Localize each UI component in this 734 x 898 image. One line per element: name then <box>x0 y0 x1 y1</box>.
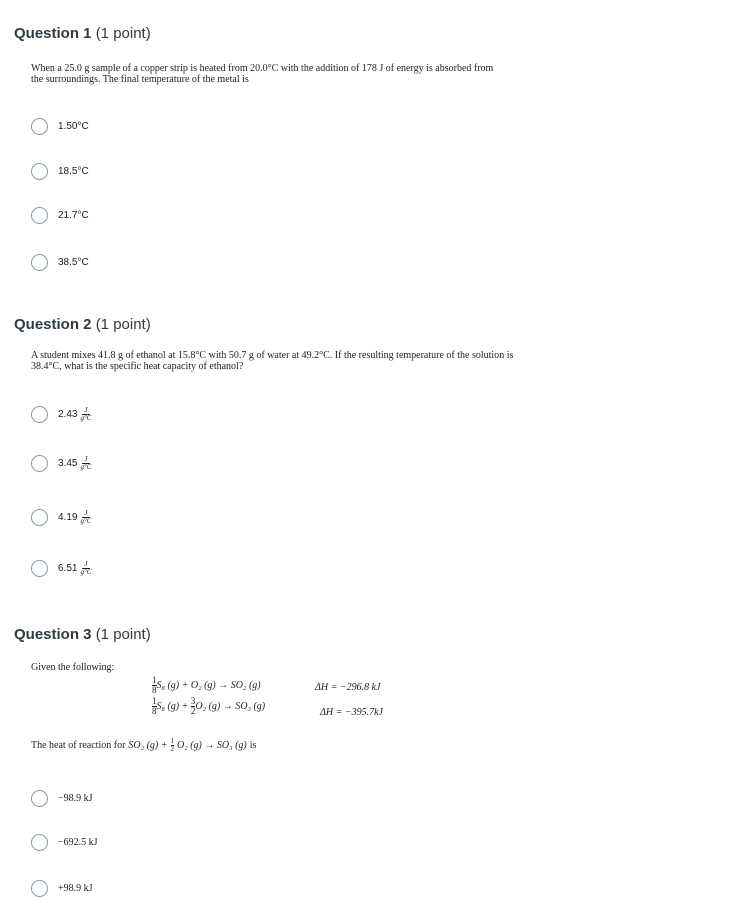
option-label: 3.45 <box>58 457 78 469</box>
radio-button[interactable] <box>31 790 48 807</box>
radio-button[interactable] <box>31 163 48 180</box>
option-label: 18.5°C <box>58 165 89 177</box>
unit: $\frac{J}{g^\circ C}$ <box>80 559 92 576</box>
radio-button[interactable] <box>31 560 48 577</box>
option-label: 2.43 <box>58 408 78 420</box>
option[interactable] <box>31 558 91 578</box>
option-label: 6.51 <box>58 562 78 574</box>
equation-2: $\frac{1}{8}$ S₈ (g) + $\frac{3}{2}$ O₂ (g) → SO₃ (g) <box>152 696 266 716</box>
equation-1: $\frac{1}{8}$ S₈ (g) + O₂ (g) → SO₂ (g) <box>152 675 261 695</box>
radio-button[interactable] <box>31 254 48 271</box>
option[interactable] <box>31 832 98 852</box>
option[interactable] <box>31 878 93 898</box>
radio-button[interactable] <box>31 880 48 897</box>
question-2-heading: Question 2 (1 point) <box>14 316 151 333</box>
option-label: 21.7°C <box>58 209 89 221</box>
option-label: 38.5°C <box>58 256 89 268</box>
option-label: 4.19 <box>58 511 78 523</box>
option[interactable] <box>31 252 89 272</box>
question-1-heading: Question 1 (1 point) <box>14 25 151 42</box>
option-label: −98.9 kJ <box>58 792 93 804</box>
unit: $\frac{J}{g^\circ C}$ <box>80 454 92 471</box>
option[interactable] <box>31 205 89 225</box>
unit: $\frac{J}{g^\circ C}$ <box>80 508 92 525</box>
radio-button[interactable] <box>31 834 48 851</box>
option[interactable] <box>31 404 91 424</box>
unit: $\frac{J}{g^\circ C}$ <box>80 405 92 422</box>
delta-h-1: ΔH = −296.8 kJ <box>315 682 381 693</box>
radio-button[interactable] <box>31 207 48 224</box>
option-label: 1.50°C <box>58 120 89 132</box>
option[interactable] <box>31 453 91 473</box>
option[interactable] <box>31 507 91 527</box>
question-1-text: When a 25.0 g sample of a copper strip is heated from 20.0°C with the addition of 178 J of energy is absorbed from the surroundings. The final temperature of the metal is <box>31 63 494 85</box>
question-3-prompt: The heat of reaction for SO₂ (g) + $\frac{1}{2}$ O₂ (g) → SO₃ (g) is <box>31 737 257 753</box>
option[interactable] <box>31 788 93 808</box>
given-label: Given the following: <box>31 662 115 673</box>
question-2-text: A student mixes 41.8 g of ethanol at 15.8°C with 50.7 g of water at 49.2°C. If the resulting temperature of the solution is 38.4°C, what is the specific heat capacity of ethanol? <box>31 350 514 372</box>
radio-button[interactable] <box>31 406 48 423</box>
option-label: −692.5 kJ <box>58 836 98 848</box>
question-3-heading: Question 3 (1 point) <box>14 626 151 643</box>
radio-button[interactable] <box>31 455 48 472</box>
radio-button[interactable] <box>31 118 48 135</box>
option-label: +98.9 kJ <box>58 882 93 894</box>
option[interactable] <box>31 161 89 181</box>
radio-button[interactable] <box>31 509 48 526</box>
option[interactable] <box>31 116 89 136</box>
delta-h-2: ΔH = −395.7kJ <box>320 707 383 718</box>
